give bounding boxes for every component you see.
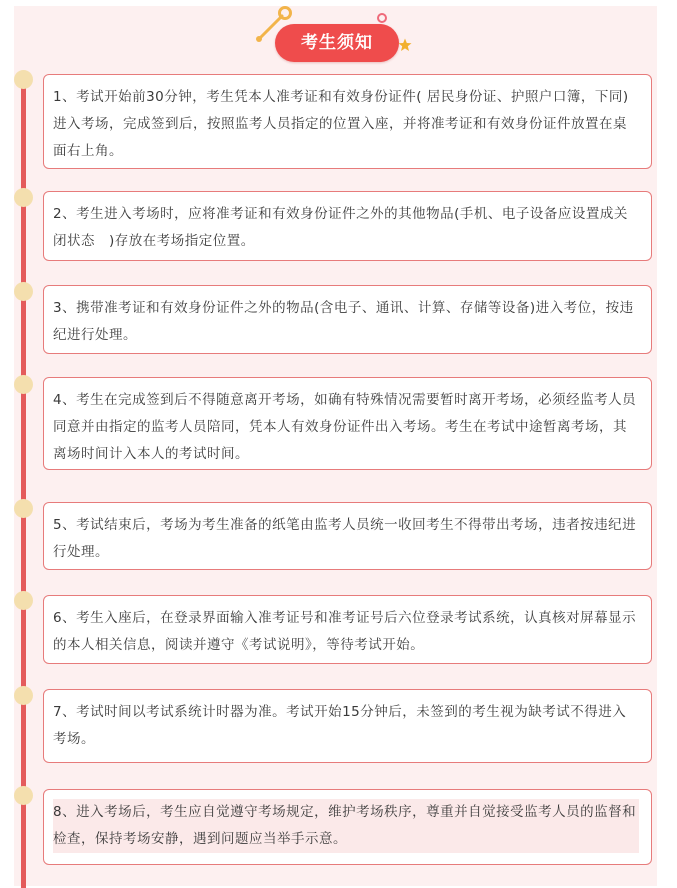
page-title: 考生须知 [275,24,399,62]
rule-card-8 [43,789,652,865]
timeline-dot [14,70,33,89]
timeline-dot [14,375,33,394]
rule-card-7 [43,689,652,763]
rule-card-1 [43,74,652,169]
rule-text: 5、考试结束后，考场为考生准备的纸笔由监考人员统一收回考生不得带出考场，违者按违纪进行处理。 [53,517,637,560]
rule-text: 1、考试开始前30分钟，考生凭本人准考证和有效身份证件( 居民身份证、护照户口簿，下同)进入考场，完成签到后，按照监考人员指定的位置入座，并将准考证和有效身份证件放置在桌面右上角。 [53,89,629,159]
timeline-dot [14,282,33,301]
rule-text: 7、考试时间以考试系统计时器为准。考试开始15分钟后，未签到的考生视为缺考试不得进入考场。 [53,704,627,747]
rule-card-4 [43,377,652,470]
rule-text: 4、考生在完成签到后不得随意离开考场，如确有特殊情况需要暂时离开考场，必须经监考人员同意并由指定的监考人员陪同，凭本人有效身份证件出入考场。考生在考试中途暂离考场，其离场时间计入本人的考试时间。 [53,392,637,462]
rule-text: 3、携带准考证和有效身份证件之外的物品(含电子、通讯、计算、存储等设备)进入考位，按违纪进行处理。 [53,300,634,343]
timeline-dot [14,591,33,610]
timeline-dot [14,188,33,207]
header [0,0,677,70]
rule-text: 2、考生进入考场时，应将准考证和有效身份证件之外的其他物品(手机、电子设备应设置成关闭状态 )存放在考场指定位置。 [53,206,628,249]
rule-card-6 [43,595,652,664]
timeline-dot [14,686,33,705]
rule-text: 8、进入考场后，考生应自觉遵守考场规定，维护考场秩序，尊重并自觉接受监考人员的监督和检查，保持考场安静，遇到问题应当举手示意。 [53,799,639,853]
timeline-dot [14,786,33,805]
ring-icon [376,12,388,24]
rule-card-5 [43,502,652,570]
rule-card-3 [43,285,652,354]
timeline-dot [14,499,33,518]
rule-text: 6、考生入座后，在登录界面输入准考证号和准考证号后六位登录考试系统，认真核对屏幕显示的本人相关信息，阅读并遵守《考试说明》，等待考试开始。 [53,610,637,653]
star-icon [398,38,412,52]
rule-card-2 [43,191,652,261]
